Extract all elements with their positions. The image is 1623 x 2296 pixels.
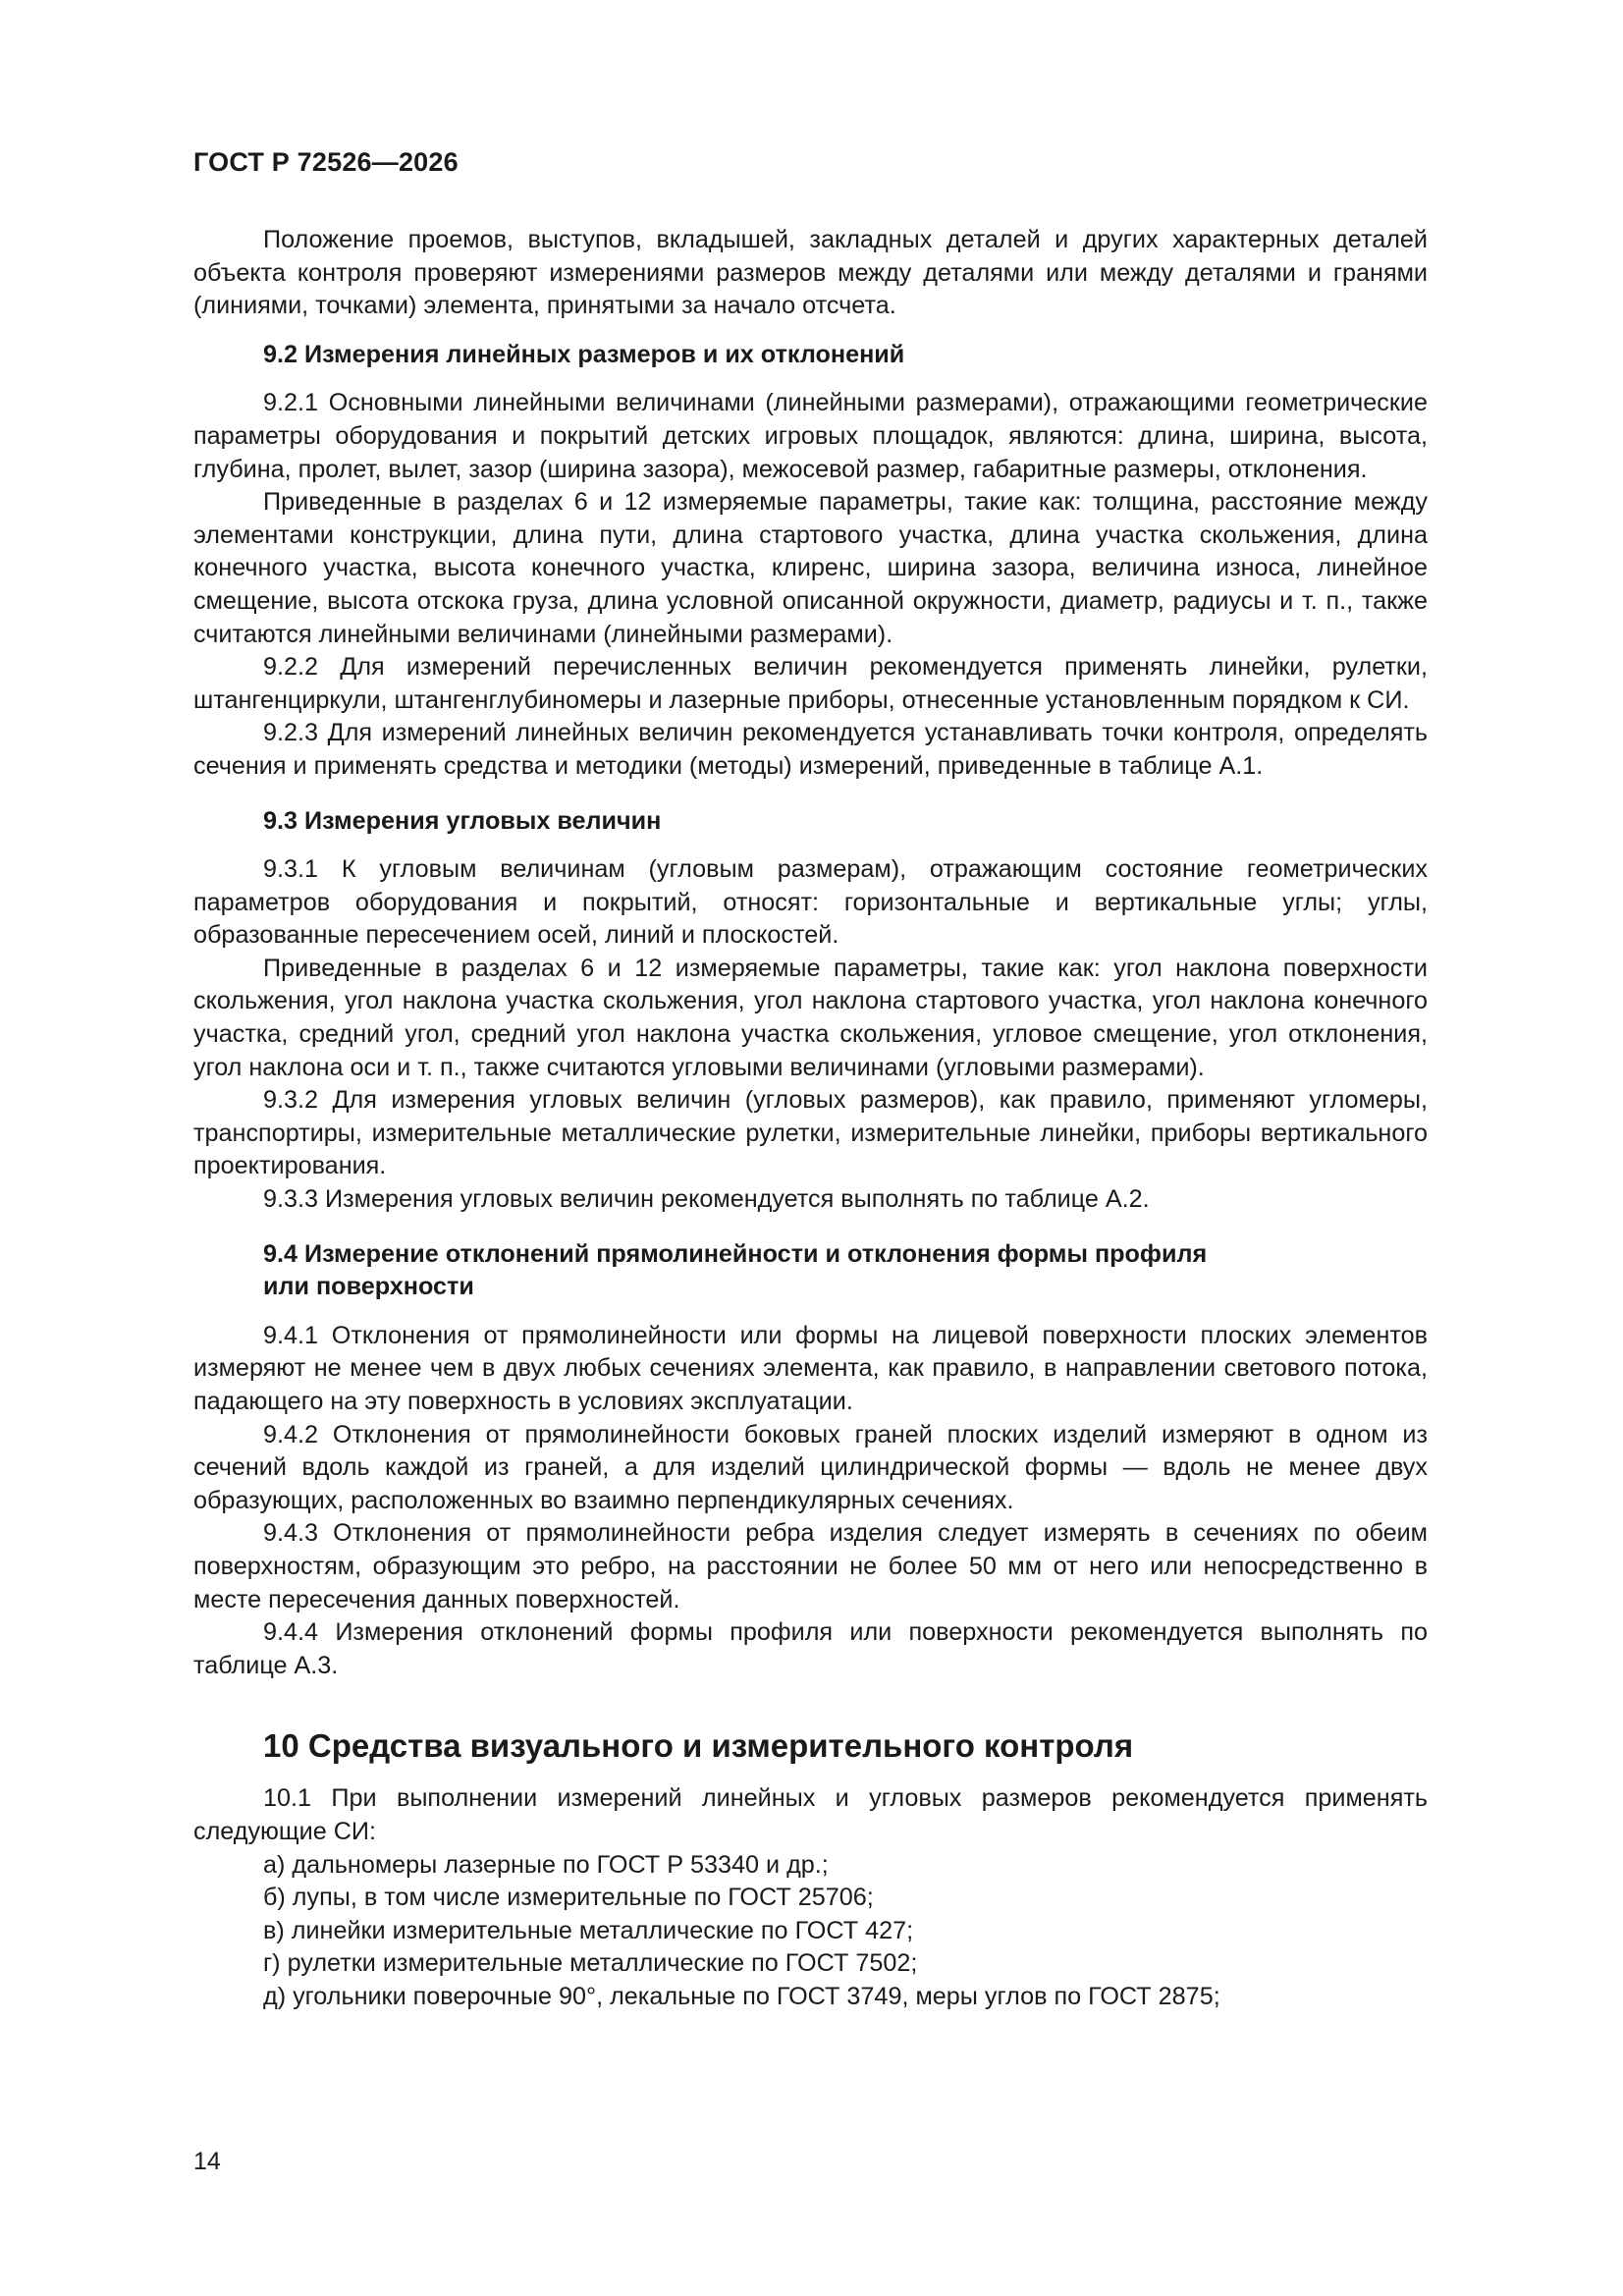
section-9-3-heading: 9.3 Измерения угловых величин	[263, 806, 662, 835]
section-9-4-heading-line2: или поверхности	[263, 1273, 474, 1301]
list-item: в) линейки измерительные металлические по ГОСТ 427;	[263, 1916, 914, 1944]
section-10-heading: 10 Средства визуального и измерительного контроля	[263, 1727, 1134, 1765]
section-9-4-heading	[193, 1238, 1428, 1304]
paragraph-9-2-3: 9.2.3 Для измерений линейных величин рекомендуется устанавливать точки контроля, определять сечения и применять средства и методики (методы) измерений, приведенные в таблице А.1.	[193, 719, 1428, 780]
paragraph-9-3-1-cont: Приведенные в разделах 6 и 12 измеряемые параметры, такие как: угол наклона поверхности скольжения, угол наклона участка скольжения, угол наклона стартового участка, угол наклона конечного участка, средний угол, средний угол наклона участка скольжения, угловое смещение, угол отклонения, угол наклона оси и т. п., также считаются угловыми величинами (угловыми размерами).	[193, 954, 1428, 1081]
intro-paragraph: Положение проемов, выступов, вкладышей, закладных деталей и других характерных деталей объекта контроля проверяют измерениями размеров между деталями или между деталями и гранями (линиями, точками) элемента, принятыми за начало отсчета.	[193, 226, 1428, 320]
measuring-instruments-list	[193, 1849, 1428, 2014]
list-item: а) дальномеры лазерные по ГОСТ Р 53340 и др.;	[263, 1850, 829, 1879]
paragraph-9-3-2: 9.3.2 Для измерения угловых величин (угловых размеров), как правило, применяют угломеры, транспортиры, измерительные металлические рулетки, измерительные линейки, приборы вертикального проектирования.	[193, 1086, 1428, 1180]
paragraph-10-1: 10.1 При выполнении измерений линейных и угловых размеров рекомендуется применять следующие СИ:	[193, 1784, 1428, 1845]
paragraph-9-4-1: 9.4.1 Отклонения от прямолинейности или формы на лицевой поверхности плоских элементов измеряют не менее чем в двух любых сечениях элемента, как правило, в направлении светового потока, падающего на эту поверхность в условиях эксплуатации.	[193, 1321, 1428, 1415]
section-9-2-heading: 9.2 Измерения линейных размеров и их отклонений	[263, 340, 905, 368]
list-item: д) угольники поверочные 90°, лекальные по ГОСТ 3749, меры углов по ГОСТ 2875;	[263, 1982, 1220, 2010]
paragraph-9-2-2: 9.2.2 Для измерений перечисленных величин рекомендуется применять линейки, рулетки, штангенциркули, штангенглубиномеры и лазерные приборы, отнесенные установленным порядком к СИ.	[193, 653, 1428, 714]
paragraph-9-3-3: 9.3.3 Измерения угловых величин рекомендуется выполнять по таблице А.2.	[263, 1185, 1150, 1214]
paragraph-9-4-4: 9.4.4 Измерения отклонений формы профиля или поверхности рекомендуется выполнять по таблице А.3.	[193, 1618, 1428, 1679]
page-number: 14	[193, 2148, 221, 2175]
paragraph-9-4-2: 9.4.2 Отклонения от прямолинейности боковых граней плоских изделий измеряют в одном из сечений вдоль каждой из граней, а для изделий цилиндрической формы — вдоль не менее двух образующих, расположенных во взаимно перпендикулярных сечениях.	[193, 1420, 1428, 1514]
list-item: г) рулетки измерительные металлические по ГОСТ 7502;	[263, 1949, 918, 1978]
section-9-4-heading-line1: 9.4 Измерение отклонений прямолинейности и отклонения формы профиля	[263, 1239, 1208, 1268]
document-body	[193, 224, 1428, 2014]
paragraph-9-3-1: 9.3.1 К угловым величинам (угловым размерам), отражающим состояние геометрических параметров оборудования и покрытий, относят: горизонтальные и вертикальные углы; углы, образованные пересечением осей, линий и плоскостей.	[193, 855, 1428, 950]
document-header: ГОСТ Р 72526—2026	[193, 147, 459, 177]
paragraph-9-2-1: 9.2.1 Основными линейными величинами (линейными размерами), отражающими геометрические параметры оборудования и покрытий детских игровых площадок, являются: длина, ширина, высота, глубина, пролет, вылет, зазор (ширина зазора), межосевой размер, габаритные размеры, отклонения.	[193, 389, 1428, 483]
paragraph-9-2-1-cont: Приведенные в разделах 6 и 12 измеряемые параметры, такие как: толщина, расстояние между элементами конструкции, длина пути, длина стартового участка, длина участка скольжения, длина конечного участка, высота конечного участка, клиренс, ширина зазора, величина износа, линейное смещение, высота отскока груза, длина условной описанной окружности, диаметр, радиусы и т. п., также считаются линейными величинами (линейными размерами).	[193, 488, 1428, 648]
list-item: б) лупы, в том числе измерительные по ГОСТ 25706;	[263, 1884, 874, 1912]
paragraph-9-4-3: 9.4.3 Отклонения от прямолинейности ребра изделия следует измерять в сечениях по обеим поверхностям, образующим это ребро, на расстоянии не более 50 мм от него или непосредственно в месте пересечения данных поверхностей.	[193, 1519, 1428, 1613]
